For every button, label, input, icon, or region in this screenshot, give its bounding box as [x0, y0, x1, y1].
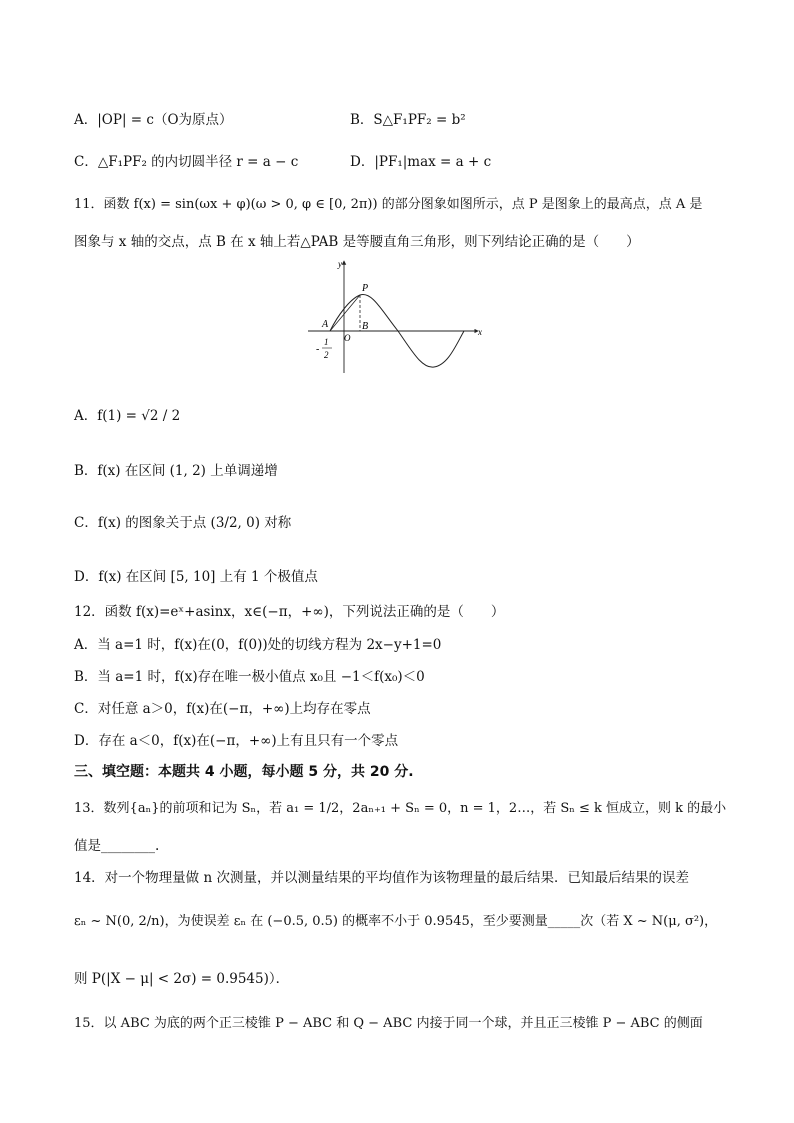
q12-option-b: B．当 a=1 时，f(x)存在唯一极小值点 x₀且 −1＜f(x₀)＜0: [74, 669, 425, 685]
q14-line1: 14．对一个物理量做 n 次测量，并以测量结果的平均值作为该物理量的最后结果．已知最后结果的误差: [74, 870, 689, 886]
label-a: A: [322, 319, 329, 330]
ap-segment: [330, 295, 360, 331]
q10-option-d: D．|PF₁|max = a + c: [350, 154, 492, 170]
section-3-heading: 三、填空题：本题共 4 小题，每小题 5 分，共 20 分.: [74, 764, 414, 780]
q10-option-b: B．S△F₁PF₂ = b²: [350, 112, 466, 128]
label-half-num: 1: [324, 337, 329, 347]
q10-option-a: A．|OP| = c（O为原点）: [74, 112, 233, 128]
q10-option-c: C．△F₁PF₂ 的内切圆半径 r = a − c: [74, 154, 299, 170]
q12-option-c: C．对任意 a＞0，f(x)在(−π，+∞)上均存在零点: [74, 701, 371, 717]
label-p: P: [362, 283, 369, 294]
q13-line1: 13．数列{aₙ}的前项和记为 Sₙ，若 a₁ = 1/2，2aₙ₊₁ + Sₙ = 0，n = 1，2…，若 Sₙ ≤ k 恒成立，则 k 的最小: [74, 801, 727, 816]
q11-option-c: C．f(x) 的图象关于点 (3/2, 0) 对称: [74, 515, 292, 531]
label-half-den: 2: [324, 350, 329, 360]
q14-line2: εₙ ~ N(0, 2/n)，为使误差 εₙ 在 (−0.5, 0.5) 的概率不小于 0.9545，至少要测量_____次（若 X ~ N(μ, σ²)，: [74, 914, 718, 929]
sine-graph: [300, 255, 490, 375]
q14-line3: 则 P(|X − μ| < 2σ) = 0.9545)）．: [74, 971, 290, 987]
label-y: y: [338, 259, 342, 269]
q11-stem-line1: 11．函数 f(x) = sin(ωx + φ)(ω > 0, φ ∈ [0, 2π)) 的部分图象如图所示，点 P 是图象上的最高点，点 A 是: [74, 197, 703, 212]
q15-line1: 15．以 ABC 为底的两个正三棱锥 P − ABC 和 Q − ABC 内接于同一个球，并且正三棱锥 P − ABC 的侧面: [74, 1016, 703, 1031]
q11-option-d: D．f(x) 在区间 [5, 10] 上有 1 个极值点: [74, 569, 318, 585]
label-x: x: [478, 327, 482, 337]
q12-stem: 12．函数 f(x)=eˣ+asinx，x∈(−π，+∞)，下列说法正确的是（ ）: [74, 604, 505, 620]
q12-option-a: A．当 a=1 时，f(x)在(0，f(0))处的切线方程为 2x−y+1=0: [74, 637, 442, 653]
q12-option-d: D．存在 a＜0，f(x)在(−π，+∞)上有且只有一个零点: [74, 733, 399, 749]
q11-stem-line2: 图象与 x 轴的交点，点 B 在 x 轴上若△PAB 是等腰直角三角形，则下列结论正确的是（ ）: [74, 234, 640, 250]
label-b: B: [362, 321, 369, 332]
label-o: O: [344, 333, 351, 343]
q13-line2: 值是________.: [74, 838, 160, 854]
q11-option-a: A．f(1) = √2 / 2: [74, 408, 181, 424]
label-minus: -: [316, 344, 320, 355]
q11-option-b: B．f(x) 在区间 (1, 2) 上单调递增: [74, 463, 278, 479]
